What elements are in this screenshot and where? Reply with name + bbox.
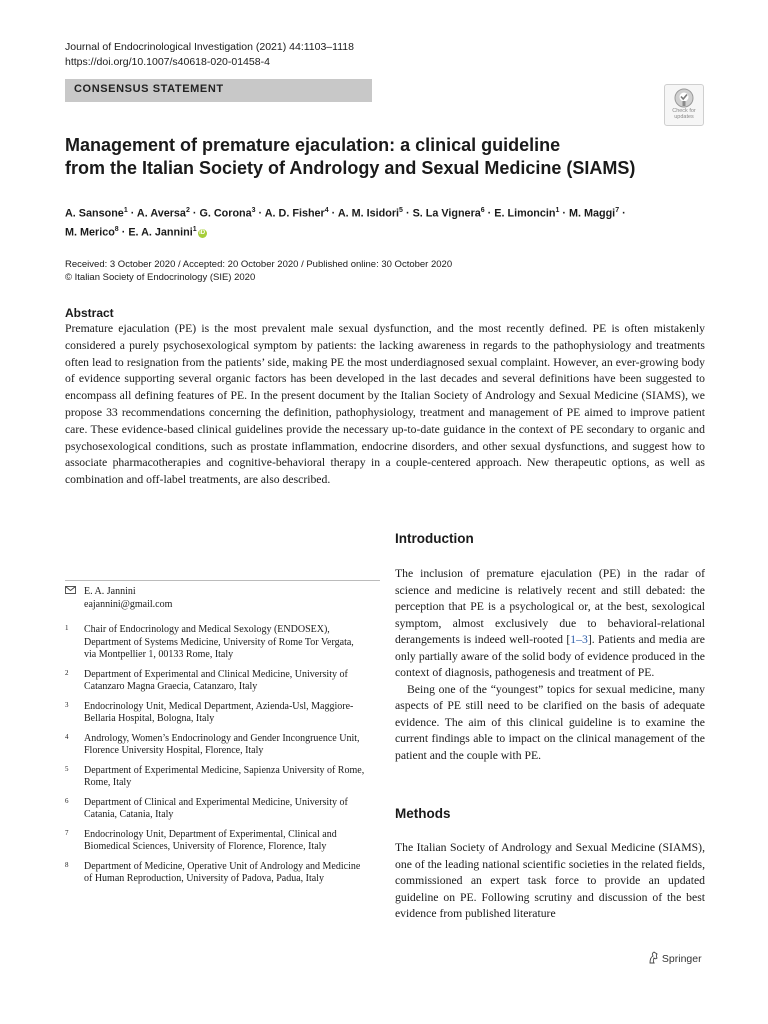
- affiliation-item: [65, 797, 365, 822]
- affiliation-number: 4: [65, 732, 69, 741]
- copyright-notice: © Italian Society of Endocrinology (SIE) 2020: [65, 272, 256, 283]
- author-affiliation-ref: 1: [555, 207, 560, 214]
- affiliation-text: Endocrinology Unit, Medical Department, Azienda-Usl, Maggiore-Bellaria Hospital, Bologna, Italy: [84, 700, 354, 724]
- affiliation-text: Department of Medicine, Operative Unit of Andrology and Medicine of Human Reproduction, University of Padova, Padua, Italy: [84, 860, 361, 884]
- publisher-name: Springer: [661, 953, 702, 965]
- author-affiliation-ref: 2: [185, 207, 190, 214]
- crossmark-icon: [674, 88, 694, 108]
- author-affiliation-ref: 1: [123, 207, 128, 214]
- author-name[interactable]: A. M. Isidori: [337, 207, 400, 220]
- author-name[interactable]: A. Sansone: [65, 207, 124, 220]
- affiliation-number: 2: [65, 668, 69, 677]
- affiliation-number: 7: [65, 828, 69, 837]
- publication-history: Received: 3 October 2020 / Accepted: 20 October 2020 / Published online: 30 October 2020: [65, 259, 453, 270]
- affiliation-item: [65, 701, 365, 726]
- affiliation-item: [65, 669, 365, 694]
- author-name[interactable]: A. Aversa: [136, 207, 186, 220]
- author-affiliation-ref: 7: [615, 207, 620, 214]
- author-name[interactable]: M. Merico: [65, 226, 115, 239]
- abstract-text: Premature ejaculation (PE) is the most prevalent male sexual dysfunction, and the most recently defined. PE is often mistakenly considered a purely psychosexological symptom by patients: the lacking awareness in regards to the pathophysiology and treatments often lead to resignation from the patients’ side, making PE the most underdiagnosed sexual complaint. However, an ever-growing body of evidence supporting several organic factors has been developed in the last decades and several definitions have been suggested to encompass all defining features of PE. In the present document by the Italian Society of Andrology and Sexual Medicine (SIAMS), we propose 33 recommendations concerning the definition, pathophysiology, treatment and management of PE aimed to improve patient care. These evidence-based clinical guidelines provide the necessary up-to-date guidance in the context of PE secondary to organic and psychosexological conditions, such as prostate inflammation, endocrine disorders, and other sexual dysfunctions, and suggest how to associate pharmacotherapies and cognitive-behavioral therapy in a couple-centered approach. New therapeutic options, as well as combination and off-label treatments, are also described.: [65, 322, 705, 487]
- affiliation-text: Chair of Endocrinology and Medical Sexology (ENDOSEX), Department of Systems Medicine, University of Rome Tor Vergata, via Montpellier 1, 00133 Rome, Italy: [84, 624, 354, 660]
- affiliation-list: [65, 624, 365, 893]
- introduction-body: [395, 566, 705, 764]
- affiliation-item: [65, 624, 365, 662]
- methods-paragraph: The Italian Society of Andrology and Sexual Medicine (SIAMS), one of the leading national scientific societies in the related fields, commissioned an expert task force to provide an updated guideline on PE. Following scrutiny and discussion of the best evidence from published literature: [395, 841, 705, 920]
- affiliation-text: Andrology, Women’s Endocrinology and Gender Incongruence Unit, Florence University Hospital, Florence, Italy: [84, 732, 360, 756]
- affiliation-text: Department of Clinical and Experimental Medicine, University of Catania, Catania, Italy: [84, 796, 348, 820]
- article-type-label: CONSENSUS STATEMENT: [74, 83, 224, 95]
- doi-link[interactable]: https://doi.org/10.1007/s40618-020-01458-4: [65, 56, 270, 68]
- introduction-paragraph: Being one of the “youngest” topics for sexual medicine, many aspects of PE still need to be clarified on the basis of adequate evidence. The aim of this clinical guideline is to examine the current findings able to impact on the clinical management of the patient and the couple with PE.: [395, 682, 705, 762]
- affiliation-item: [65, 861, 365, 886]
- author-list: A. Sansone$^1$ · A. Aversa$^2$ · G. Corona$^3$ · A. D. Fisher$^4$ · A. M. Isidori$^5$ · S. La Vignera$^6$ · E. Limoncin$^1$ · M. Maggi$^7$ · M. Merico$^8$ · E. A. Jannini$^1$iD: [65, 207, 626, 239]
- author-name[interactable]: E. Limoncin: [494, 207, 556, 220]
- article-type-banner: [65, 79, 372, 102]
- author-affiliation-ref: 1: [192, 225, 197, 233]
- methods-body: [395, 840, 705, 923]
- contact-details: [84, 585, 172, 611]
- affiliation-item: [65, 829, 365, 854]
- crossmark-label-1: Check for: [672, 108, 696, 114]
- intro-text-part: The inclusion of premature ejaculation (PE) in the radar of science and medicine is relatively recent and still debated: the perception that PE is a psychological or, at the best, sexological symptom, almost exclusively due to behavioral-relational derangements is indeed well-rooted [: [395, 567, 705, 646]
- publisher-logo: [648, 951, 702, 965]
- author-affiliation-ref: 5: [399, 207, 403, 214]
- corresponding-author: [65, 585, 173, 610]
- article-title: [65, 134, 705, 180]
- citation-link[interactable]: 1–3: [570, 633, 588, 646]
- footnote-divider: [65, 580, 380, 581]
- affiliation-number: 6: [65, 796, 69, 805]
- author-affiliation-ref: 8: [114, 225, 119, 233]
- check-for-updates-badge[interactable]: [664, 84, 704, 126]
- abstract-heading: Abstract: [65, 306, 114, 320]
- author-name[interactable]: A. D. Fisher: [264, 207, 325, 220]
- affiliation-item: [65, 733, 365, 758]
- author-name[interactable]: S. La Vignera: [412, 207, 481, 220]
- intro-text-part: ]. Patients and media are only partially aware of the solid body of evidence produced in the context of diagnosis, pathogenesis and treatment of PE.: [395, 633, 705, 679]
- affiliation-text: Department of Experimental Medicine, Sapienza University of Rome, Rome, Italy: [84, 764, 365, 788]
- crossmark-label-2: updates: [674, 114, 694, 120]
- affiliation-number: 8: [65, 860, 69, 869]
- author-name[interactable]: E. A. Jannini: [128, 226, 193, 239]
- contact-name: E. A. Jannini: [84, 586, 136, 597]
- journal-citation: Journal of Endocrinological Investigation (2021) 44:1103–1118: [65, 41, 354, 53]
- article-dates: [65, 258, 452, 284]
- affiliation-text: Endocrinology Unit, Department of Experimental, Clinical and Biomedical Sciences, University of Florence, Florence, Italy: [84, 828, 337, 852]
- author-affiliation-ref: 3: [251, 207, 256, 214]
- introduction-heading: Introduction: [395, 531, 474, 546]
- title-line-2: from the Italian Society of Andrology and Sexual Medicine (SIAMS): [65, 158, 636, 178]
- introduction-paragraph: [395, 566, 705, 682]
- envelope-icon: [65, 585, 78, 598]
- affiliation-number: 1: [65, 624, 69, 632]
- affiliation-text: Department of Experimental and Clinical Medicine, University of Catanzaro Magna Graecia, Catanzaro, Italy: [84, 668, 348, 692]
- methods-heading: Methods: [395, 806, 451, 821]
- author-affiliation-ref: 6: [480, 207, 485, 214]
- title-line-1: Management of premature ejaculation: a clinical guideline: [65, 135, 561, 155]
- orcid-icon[interactable]: iD: [199, 230, 206, 237]
- affiliation-number: 5: [65, 764, 69, 773]
- author-affiliation-ref: 4: [324, 207, 329, 214]
- author-name[interactable]: M. Maggi: [569, 207, 616, 220]
- abstract-section: [65, 306, 705, 489]
- journal-header: [65, 40, 354, 70]
- author-name[interactable]: G. Corona: [199, 207, 252, 220]
- contact-email[interactable]: eajannini@gmail.com: [84, 599, 173, 610]
- affiliation-number: 3: [65, 700, 69, 709]
- springer-horse-icon: [648, 951, 659, 964]
- affiliation-item: [65, 765, 365, 790]
